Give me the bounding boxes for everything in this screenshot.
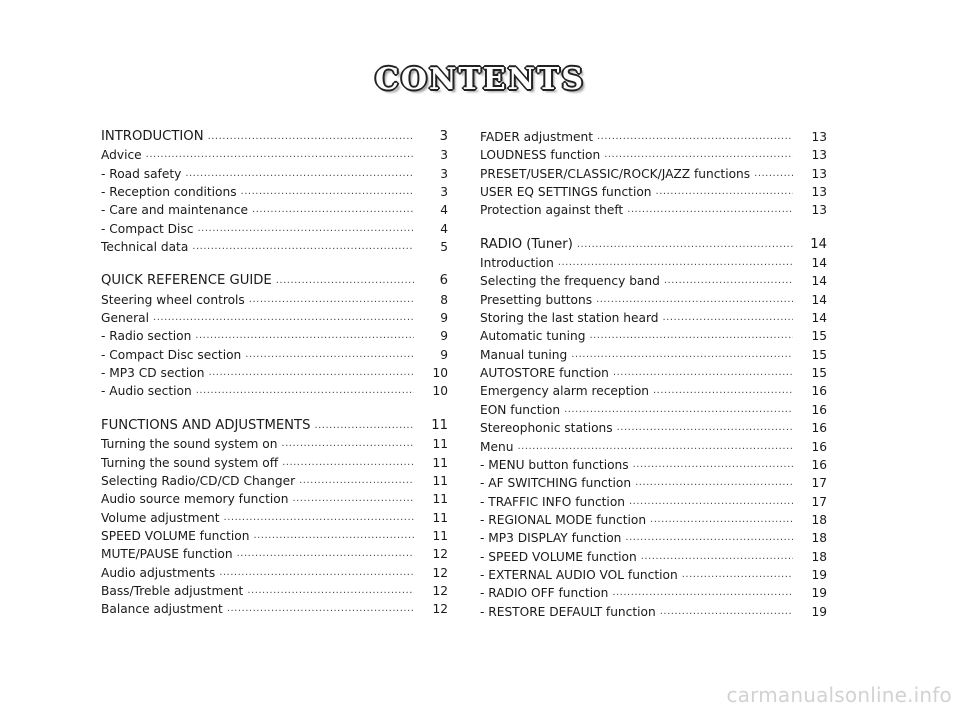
dot-leader	[314, 417, 414, 435]
toc-entry[interactable]	[480, 346, 827, 364]
toc-entry-page-number: 8	[440, 292, 448, 307]
toc-entry-page-number: 16	[811, 421, 827, 436]
toc-entry-page-number: 3	[439, 129, 448, 144]
toc-entry-page-number: 16	[811, 384, 827, 399]
toc-entry-page-number: 10	[432, 384, 448, 399]
toc-entry-label: USER EQ SETTINGS function	[480, 185, 652, 200]
dot-leader	[754, 165, 793, 183]
dot-leader	[299, 472, 414, 490]
toc-entry-label: RADIO (Tuner)	[480, 236, 573, 252]
dot-leader	[577, 236, 793, 254]
toc-entry-page-number: 11	[432, 455, 448, 470]
toc-entry[interactable]	[101, 291, 448, 309]
toc-entry-label: Menu	[480, 439, 514, 454]
dot-leader	[219, 564, 414, 582]
toc-entry-page-number: 12	[432, 583, 448, 598]
toc-entry-label: Introduction	[480, 256, 554, 271]
toc-entry[interactable]	[480, 474, 827, 492]
toc-entry[interactable]	[480, 309, 827, 327]
toc-entry[interactable]	[101, 220, 448, 238]
toc-entry-page-number: 9	[440, 311, 448, 326]
dot-leader	[597, 128, 793, 146]
dot-leader	[613, 364, 793, 382]
toc-entry-page-number: 9	[440, 347, 448, 362]
dot-leader	[252, 201, 414, 219]
dot-leader	[281, 435, 414, 453]
toc-entry-label: - MP3 CD section	[101, 366, 205, 381]
toc-entry-page-number: 15	[811, 329, 827, 344]
toc-entry-page-number: 19	[811, 604, 827, 619]
toc-entry[interactable]	[101, 600, 448, 618]
toc-entry[interactable]	[480, 566, 827, 584]
dot-leader	[682, 566, 793, 584]
toc-entry[interactable]	[480, 456, 827, 474]
toc-entry-page-number: 3	[440, 185, 448, 200]
dot-leader	[276, 272, 414, 290]
toc-entry-page-number: 3	[440, 148, 448, 163]
toc-entry[interactable]	[101, 201, 448, 219]
page-title: CONTENTS	[374, 62, 586, 97]
toc-entry-label: Advice	[101, 148, 142, 163]
toc-entry-label: AUTOSTORE function	[480, 366, 609, 381]
dot-leader	[224, 509, 414, 527]
dot-leader	[192, 238, 414, 256]
toc-entry-label: Emergency alarm reception	[480, 384, 649, 399]
toc-entry-page-number: 15	[811, 347, 827, 362]
dot-leader	[185, 165, 414, 183]
toc-entry-label: - Compact Disc	[101, 221, 194, 236]
toc-entry-page-number: 17	[811, 494, 827, 509]
toc-entry-label: Stereophonic stations	[480, 421, 613, 436]
toc-entry-label: - Radio section	[101, 329, 192, 344]
toc-right-column	[480, 128, 827, 621]
toc-entry-page-number: 17	[811, 476, 827, 491]
toc-entry-page-number: 19	[811, 586, 827, 601]
toc-entry[interactable]	[480, 419, 827, 437]
toc-entry[interactable]	[480, 603, 827, 621]
toc-entry-label: - RESTORE DEFAULT function	[480, 604, 656, 619]
dot-leader	[198, 220, 415, 238]
toc-entry[interactable]	[101, 545, 448, 563]
toc-entry-page-number: 3	[440, 166, 448, 181]
dot-leader	[208, 364, 414, 382]
toc-entry-label: INTRODUCTION	[101, 129, 204, 144]
toc-entry-label: Turning the sound system on	[101, 437, 278, 452]
toc-entry[interactable]	[101, 128, 448, 146]
toc-entry-label: - Audio section	[101, 384, 192, 399]
toc-entry-page-number: 13	[811, 148, 827, 163]
toc-entry-page-number: 11	[432, 510, 448, 525]
dot-leader	[660, 603, 793, 621]
toc-entry[interactable]	[480, 201, 827, 219]
toc-entry[interactable]	[480, 364, 827, 382]
dot-leader	[564, 401, 793, 419]
toc-entry-label: - SPEED VOLUME function	[480, 549, 637, 564]
dot-leader	[227, 600, 414, 618]
toc-entry-page-number: 16	[811, 402, 827, 417]
dot-leader	[627, 201, 793, 219]
toc-entry-label: - REGIONAL MODE function	[480, 512, 647, 527]
toc-entry[interactable]	[480, 236, 827, 254]
dot-leader	[656, 183, 793, 201]
toc-entry[interactable]	[101, 238, 448, 256]
toc-entry[interactable]	[101, 327, 448, 345]
dot-leader	[589, 327, 793, 345]
dot-leader	[596, 291, 793, 309]
toc-entry[interactable]	[480, 146, 827, 164]
toc-entry-label: Storing the last station heard	[480, 311, 659, 326]
toc-entry-page-number: 12	[432, 547, 448, 562]
toc-entry-label: FADER adjustment	[480, 130, 593, 144]
dot-leader	[653, 382, 793, 400]
toc-entry[interactable]	[101, 490, 448, 508]
toc-entry-page-number: 18	[811, 531, 827, 546]
toc-entry[interactable]	[101, 435, 448, 453]
toc-entry-label: LOUDNESS function	[480, 148, 601, 163]
toc-entry-label: FUNCTIONS AND ADJUSTMENTS	[101, 417, 311, 433]
toc-entry-page-number: 4	[440, 203, 448, 218]
toc-entry-page-number: 16	[811, 439, 827, 454]
toc-entry[interactable]	[480, 291, 827, 309]
toc-entry-page-number: 10	[432, 366, 448, 381]
toc-entry-page-number: 13	[811, 185, 827, 200]
dot-leader	[664, 272, 793, 290]
watermark: carmanualsonline.info	[726, 683, 952, 707]
dot-leader	[241, 183, 414, 201]
toc-entry-label: - Reception conditions	[101, 185, 237, 200]
toc-entry-label: - EXTERNAL AUDIO VOL function	[480, 567, 678, 582]
toc-entry[interactable]	[101, 165, 448, 183]
toc-entry-page-number: 11	[432, 437, 448, 452]
toc-entry-label: Selecting the frequency band	[480, 274, 660, 289]
toc-entry-label: Volume adjustment	[101, 510, 220, 525]
toc-entry[interactable]	[101, 346, 448, 364]
toc-entry-label: - AF SWITCHING function	[480, 476, 632, 491]
toc-entry-label: Balance adjustment	[101, 602, 223, 617]
toc-entry[interactable]	[480, 382, 827, 400]
toc-entry-page-number: 14	[811, 292, 827, 307]
toc-entry-page-number: 14	[810, 236, 827, 252]
toc-entry[interactable]	[101, 382, 448, 400]
toc-entry-page-number: 9	[440, 329, 448, 344]
toc-entry-page-number: 12	[432, 602, 448, 617]
toc-entry-label: - Road safety	[101, 166, 182, 181]
toc-entry-label: Technical data	[101, 240, 189, 255]
toc-entry-label: Presetting buttons	[480, 292, 593, 307]
toc-entry-page-number: 11	[431, 417, 448, 433]
toc-entry[interactable]	[480, 401, 827, 419]
toc-entry[interactable]	[101, 582, 448, 600]
toc-entry-page-number: 16	[811, 457, 827, 472]
toc-entry-label: Bass/Treble adjustment	[101, 583, 244, 598]
toc-entry[interactable]	[101, 183, 448, 201]
toc-entry[interactable]	[480, 529, 827, 547]
dot-leader	[662, 309, 793, 327]
dot-leader	[249, 291, 414, 309]
dot-leader	[604, 146, 793, 164]
toc-entry-label: Audio source memory function	[101, 492, 289, 507]
dot-leader	[196, 382, 414, 400]
toc-entry-label: - Care and maintenance	[101, 203, 249, 218]
toc-entry-page-number: 4	[440, 221, 448, 236]
toc-entry[interactable]	[480, 438, 827, 456]
dot-leader	[625, 529, 793, 547]
dot-leader	[617, 419, 793, 437]
dot-leader	[195, 327, 414, 345]
toc-entry[interactable]	[480, 165, 827, 183]
toc-entry-page-number: 14	[811, 274, 827, 289]
dot-leader	[635, 474, 793, 492]
toc-entry[interactable]	[101, 364, 448, 382]
toc-entry[interactable]	[480, 511, 827, 529]
toc-entry-label: PRESET/USER/CLASSIC/ROCK/JAZZ functions	[480, 166, 751, 181]
dot-leader	[253, 527, 414, 545]
toc-entry[interactable]	[101, 564, 448, 582]
toc-entry-label: - RADIO OFF function	[480, 586, 609, 601]
toc-left-column	[101, 128, 448, 619]
toc-entry-page-number: 5	[440, 240, 448, 255]
dot-leader	[629, 493, 793, 511]
dot-leader	[292, 490, 414, 508]
toc-entry-page-number: 19	[811, 567, 827, 582]
toc-entry[interactable]	[480, 254, 827, 272]
toc-entry-label: Protection against theft	[480, 203, 624, 218]
toc-entry-label: - Compact Disc section	[101, 347, 242, 362]
toc-entry-page-number: 6	[439, 273, 448, 289]
dot-leader	[282, 454, 414, 472]
toc-entry-label: - MP3 DISPLAY function	[480, 531, 622, 546]
toc-entry-page-number: 12	[432, 565, 448, 580]
toc-entry[interactable]	[480, 493, 827, 511]
toc-entry[interactable]	[480, 327, 827, 345]
dot-leader	[558, 254, 793, 272]
dot-leader	[237, 545, 414, 563]
dot-leader	[633, 456, 793, 474]
toc-entry[interactable]	[101, 417, 448, 435]
toc-entry-label: Selecting Radio/CD/CD Changer	[101, 473, 296, 488]
toc-entry-label: EON function	[480, 402, 561, 417]
dot-leader	[650, 511, 793, 529]
toc-entry-label: - TRAFFIC INFO function	[480, 494, 625, 509]
toc-entry[interactable]	[101, 509, 448, 527]
toc-entry-label: QUICK REFERENCE GUIDE	[101, 273, 272, 289]
toc-entry[interactable]	[480, 584, 827, 602]
toc-entry-page-number: 14	[811, 311, 827, 326]
toc-entry[interactable]	[101, 454, 448, 472]
toc-entry-label: Steering wheel controls	[101, 292, 245, 307]
dot-leader	[153, 309, 414, 327]
toc-entry-page-number: 13	[811, 203, 827, 218]
dot-leader	[517, 438, 793, 456]
toc-entry-label: Manual tuning	[480, 347, 568, 362]
toc-entry[interactable]	[101, 272, 448, 290]
toc-entry-label: Automatic tuning	[480, 329, 586, 344]
toc-entry-label: MUTE/PAUSE function	[101, 547, 233, 562]
dot-leader	[247, 582, 414, 600]
toc-entry-label: Audio adjustments	[101, 565, 216, 580]
dot-leader	[245, 346, 414, 364]
dot-leader	[612, 584, 793, 602]
toc-entry-page-number: 14	[811, 256, 827, 271]
toc-entry-page-number: 18	[811, 549, 827, 564]
toc-entry[interactable]	[480, 272, 827, 290]
dot-leader	[641, 548, 793, 566]
toc-entry-page-number: 11	[432, 528, 448, 543]
toc-entry[interactable]	[101, 146, 448, 164]
dot-leader	[571, 346, 793, 364]
toc-entry[interactable]	[101, 309, 448, 327]
toc-entry-page-number: 18	[811, 512, 827, 527]
toc-entry[interactable]	[101, 472, 448, 490]
toc-entry[interactable]	[480, 183, 827, 201]
toc-entry[interactable]	[101, 527, 448, 545]
toc-entry-page-number: 13	[811, 130, 827, 144]
toc-entry[interactable]	[480, 128, 827, 146]
toc-entry-label: Turning the sound system off	[101, 455, 279, 470]
toc-entry-label: General	[101, 311, 150, 326]
toc-entry-label: SPEED VOLUME function	[101, 528, 250, 543]
toc-entry-page-number: 15	[811, 366, 827, 381]
toc-entry-label: - MENU button functions	[480, 457, 629, 472]
dot-leader	[146, 146, 414, 164]
dot-leader	[208, 128, 414, 146]
toc-entry-page-number: 11	[432, 492, 448, 507]
toc-entry-page-number: 11	[432, 473, 448, 488]
toc-entry-page-number: 13	[811, 166, 827, 181]
toc-entry[interactable]	[480, 548, 827, 566]
